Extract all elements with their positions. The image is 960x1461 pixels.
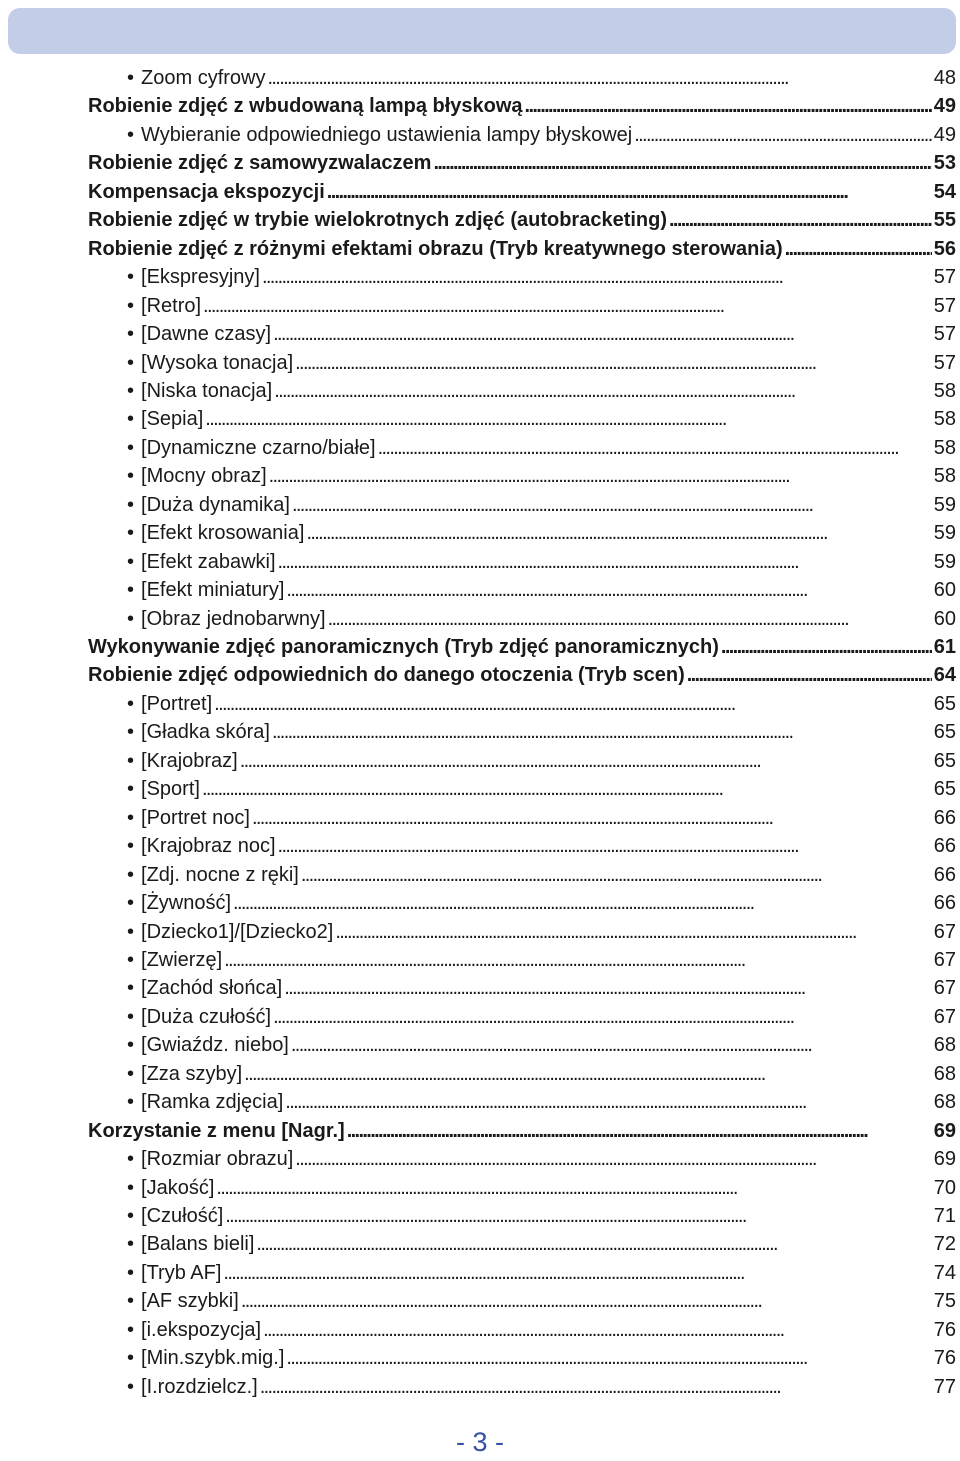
toc-row	[0, 178, 960, 206]
dot-leader	[347, 1117, 932, 1145]
dot-leader	[327, 178, 932, 206]
dot-leader	[378, 434, 932, 462]
toc-title: [I.rozdzielcz.]	[141, 1375, 258, 1398]
bullet-icon: •	[127, 721, 135, 744]
toc-title: [i.ekspozycja]	[141, 1318, 262, 1341]
dot-leader	[272, 718, 932, 746]
bullet-icon: •	[127, 749, 135, 772]
toc-entry-subsection[interactable]	[127, 775, 956, 803]
toc-page-number: 60	[933, 607, 956, 630]
toc-row	[0, 633, 960, 661]
toc-row	[0, 718, 960, 746]
toc-row	[0, 1145, 960, 1173]
toc-row	[0, 320, 960, 348]
toc-title: Korzystanie z menu [Nagr.]	[88, 1119, 345, 1142]
toc-page-number: 67	[933, 948, 956, 971]
toc-entry-subsection[interactable]	[127, 918, 956, 946]
toc-row	[0, 775, 960, 803]
toc-page-number: 76	[933, 1318, 956, 1341]
toc-title: [Ekspresyjny]	[141, 266, 260, 289]
bullet-icon: •	[127, 1005, 135, 1028]
dot-leader	[267, 64, 931, 92]
toc-page-number: 57	[933, 266, 956, 289]
toc-row	[0, 349, 960, 377]
toc-entry-subsection[interactable]	[127, 1145, 956, 1173]
toc-title: [Zachód słońca]	[141, 977, 283, 1000]
toc-page-number: 67	[933, 977, 956, 1000]
toc-entry-subsection[interactable]	[127, 548, 956, 576]
dot-leader	[274, 377, 932, 405]
toc-page-number: 65	[933, 721, 956, 744]
toc-row	[0, 1060, 960, 1088]
dot-leader	[260, 1373, 932, 1401]
toc-title: [Krajobraz noc]	[141, 835, 276, 858]
toc-row	[0, 377, 960, 405]
bullet-icon: •	[127, 692, 135, 715]
toc-page-number: 59	[933, 493, 956, 516]
toc-entry-subsection[interactable]	[127, 320, 956, 348]
toc-row	[0, 149, 960, 177]
toc-page-number: 54	[933, 180, 956, 203]
toc-title: [AF szybki]	[141, 1290, 239, 1313]
toc-row	[0, 1088, 960, 1116]
dot-leader	[286, 576, 931, 604]
bullet-icon: •	[127, 1347, 135, 1370]
toc-page-number: 59	[933, 522, 956, 545]
dot-leader	[285, 1088, 931, 1116]
bullet-icon: •	[127, 1176, 135, 1199]
toc-entry-subsection[interactable]	[127, 405, 956, 433]
bullet-icon: •	[127, 1375, 135, 1398]
toc-row	[0, 1202, 960, 1230]
bullet-icon: •	[127, 1148, 135, 1171]
dot-leader	[225, 1202, 931, 1230]
toc-row	[0, 1316, 960, 1344]
bullet-icon: •	[127, 323, 135, 346]
bullet-icon: •	[127, 351, 135, 374]
bullet-icon: •	[127, 1261, 135, 1284]
toc-row	[0, 206, 960, 234]
toc-title: [Mocny obraz]	[141, 465, 267, 488]
dot-leader	[202, 775, 932, 803]
toc-row	[0, 946, 960, 974]
toc-page-number: 57	[933, 323, 956, 346]
bullet-icon: •	[127, 436, 135, 459]
toc-entry-subsection[interactable]	[127, 861, 956, 889]
toc-page-number: 66	[933, 892, 956, 915]
toc-page-number: 65	[933, 778, 956, 801]
toc-title: [Zza szyby]	[141, 1062, 243, 1085]
toc-title: [Zwierzę]	[141, 948, 223, 971]
toc-title: Robienie zdjęć z różnymi efektami obrazu (Tryb kreatywnego sterowania)	[88, 237, 783, 260]
toc-title: [Dziecko1]/[Dziecko2]	[141, 920, 334, 943]
toc-page-number: 65	[933, 692, 956, 715]
dot-leader	[203, 292, 932, 320]
toc-row	[0, 1373, 960, 1401]
toc-title: Kompensacja ekspozycji	[88, 180, 325, 203]
toc-title: [Jakość]	[141, 1176, 215, 1199]
toc-row	[0, 889, 960, 917]
toc-title: [Wysoka tonacja]	[141, 351, 294, 374]
toc-entry-subsection[interactable]	[127, 377, 956, 405]
toc-entry-subsection[interactable]	[127, 1373, 956, 1401]
toc-title: [Czułość]	[141, 1205, 224, 1227]
toc-row	[0, 548, 960, 576]
dot-leader	[328, 605, 932, 633]
bullet-icon: •	[127, 379, 135, 402]
dot-leader	[224, 946, 932, 974]
bullet-icon: •	[127, 294, 135, 317]
bullet-icon: •	[127, 1233, 135, 1256]
toc-page-number: 68	[933, 1091, 956, 1114]
toc-page-number: 49	[933, 123, 956, 146]
toc-entry-subsection[interactable]	[127, 889, 956, 917]
toc-entry-section[interactable]	[88, 206, 956, 234]
toc-row	[0, 804, 960, 832]
toc-title: Robienie zdjęć z samowyzwalaczem	[88, 152, 432, 175]
bullet-icon: •	[127, 806, 135, 829]
toc-page-number: 48	[933, 67, 956, 89]
toc-page-number: 61	[933, 636, 956, 658]
toc-page-number: 66	[933, 863, 956, 886]
toc-title: Zoom cyfrowy	[141, 67, 266, 89]
toc-entry-subsection[interactable]	[127, 718, 956, 746]
bullet-icon: •	[127, 266, 135, 289]
bullet-icon: •	[127, 835, 135, 858]
bullet-icon: •	[127, 408, 135, 431]
toc-entry-section[interactable]	[88, 633, 956, 661]
bullet-icon: •	[127, 67, 135, 89]
dot-leader	[669, 206, 932, 234]
toc-entry-subsection[interactable]	[127, 605, 956, 633]
bullet-icon: •	[127, 920, 135, 943]
toc-row	[0, 1117, 960, 1145]
bullet-icon: •	[127, 1034, 135, 1057]
toc-entry-section[interactable]	[88, 149, 956, 177]
toc-entry-subsection[interactable]	[127, 434, 956, 462]
toc-row	[0, 64, 960, 92]
bullet-icon: •	[127, 493, 135, 516]
toc-title: [Duża czułość]	[141, 1005, 272, 1028]
toc-row	[0, 1031, 960, 1059]
toc-page-number: 53	[933, 152, 956, 175]
toc-page-number: 66	[933, 806, 956, 829]
toc-entry-subsection[interactable]	[127, 462, 956, 490]
toc-page-number: 49	[933, 95, 956, 118]
dot-leader	[284, 974, 932, 1002]
toc-row	[0, 519, 960, 547]
toc-page-number: 70	[933, 1176, 956, 1199]
dot-leader	[295, 1145, 931, 1173]
bullet-icon: •	[127, 607, 135, 630]
toc-page-number: 69	[933, 1148, 956, 1171]
bullet-icon: •	[127, 1062, 135, 1085]
toc-entry-subsection[interactable]	[127, 946, 956, 974]
toc-row	[0, 121, 960, 149]
toc-entry-subsection[interactable]	[127, 576, 956, 604]
toc-title: Wykonywanie zdjęć panoramicznych (Tryb zdjęć panoramicznych)	[88, 636, 719, 658]
toc-entry-subsection[interactable]	[127, 690, 956, 718]
toc-title: [Efekt zabawki]	[141, 550, 276, 573]
header-band	[8, 8, 956, 54]
dot-leader	[292, 491, 932, 519]
toc-page-number: 66	[933, 835, 956, 858]
toc-title: [Portret noc]	[141, 806, 250, 829]
toc-page-number: 57	[933, 351, 956, 374]
toc-entry-subsection[interactable]	[127, 121, 956, 149]
bullet-icon: •	[127, 778, 135, 801]
toc-page-number: 60	[933, 579, 956, 602]
dot-leader	[273, 1003, 932, 1031]
toc-entry-subsection[interactable]	[127, 974, 956, 1002]
dot-leader	[223, 1259, 931, 1287]
bullet-icon: •	[127, 892, 135, 915]
dot-leader	[721, 633, 932, 661]
toc-page-number: 69	[933, 1119, 956, 1142]
toc-title: [Dawne czasy]	[141, 323, 272, 346]
dot-leader	[785, 235, 932, 263]
toc-row	[0, 974, 960, 1002]
toc-row	[0, 1344, 960, 1372]
bullet-icon: •	[127, 123, 135, 146]
dot-leader	[262, 263, 932, 291]
bullet-icon: •	[127, 522, 135, 545]
toc-entry-subsection[interactable]	[127, 1174, 956, 1202]
toc-entry-section[interactable]	[88, 178, 956, 206]
toc-entry-section[interactable]	[88, 661, 956, 689]
dot-leader	[233, 889, 932, 917]
toc-row	[0, 1174, 960, 1202]
dot-leader	[278, 548, 932, 576]
dot-leader	[269, 462, 932, 490]
bullet-icon: •	[127, 977, 135, 1000]
toc-row	[0, 462, 960, 490]
toc-title: [Obraz jednobarwny]	[141, 607, 326, 630]
toc-entry-subsection[interactable]	[127, 519, 956, 547]
toc-entry-subsection[interactable]	[127, 1088, 956, 1116]
bullet-icon: •	[127, 1205, 135, 1227]
toc-title: Robienie zdjęć odpowiednich do danego otoczenia (Tryb scen)	[88, 664, 685, 687]
toc-entry-subsection[interactable]	[127, 491, 956, 519]
bullet-icon: •	[127, 863, 135, 886]
toc-page-number: 67	[933, 1005, 956, 1028]
toc-entry-subsection[interactable]	[127, 349, 956, 377]
toc-entry-subsection[interactable]	[127, 1316, 956, 1344]
toc-page-number: 58	[933, 408, 956, 431]
toc-page-number: 68	[933, 1034, 956, 1057]
toc-title: [Sepia]	[141, 408, 204, 431]
toc-row	[0, 576, 960, 604]
dot-leader	[295, 349, 932, 377]
dot-leader	[244, 1060, 932, 1088]
toc-row	[0, 861, 960, 889]
toc-page-number: 58	[933, 465, 956, 488]
dot-leader	[286, 1344, 931, 1372]
bullet-icon: •	[127, 579, 135, 602]
toc-entry-subsection[interactable]	[127, 292, 956, 320]
bullet-icon: •	[127, 1290, 135, 1313]
toc-page-number: 72	[933, 1233, 956, 1256]
toc-page-number: 65	[933, 749, 956, 772]
toc-title: [Min.szybk.mig.]	[141, 1347, 285, 1370]
toc-entry-subsection[interactable]	[127, 1202, 956, 1230]
toc-title: [Duża dynamika]	[141, 493, 290, 516]
toc-row	[0, 832, 960, 860]
toc-page-number: 58	[933, 436, 956, 459]
dot-leader	[241, 1287, 932, 1315]
dot-leader	[252, 804, 932, 832]
toc-entry-subsection[interactable]	[127, 832, 956, 860]
toc-page-number: 55	[933, 209, 956, 232]
page-number: - 3 -	[455, 1427, 504, 1457]
toc-row	[0, 263, 960, 291]
dot-leader	[256, 1230, 931, 1258]
bullet-icon: •	[127, 1318, 135, 1341]
toc-title: [Dynamiczne czarno/białe]	[141, 436, 376, 459]
toc-title: [Efekt miniatury]	[141, 579, 285, 602]
toc-entry-subsection[interactable]	[127, 64, 956, 92]
dot-leader	[205, 405, 931, 433]
dot-leader	[263, 1316, 932, 1344]
toc-page-number: 64	[933, 664, 956, 687]
toc-entry-section[interactable]	[88, 235, 956, 263]
toc-entry-subsection[interactable]	[127, 1259, 956, 1287]
toc-entry-subsection[interactable]	[127, 1031, 956, 1059]
dot-leader	[291, 1031, 932, 1059]
toc-entry-subsection[interactable]	[127, 263, 956, 291]
toc-row	[0, 235, 960, 263]
toc-title: Robienie zdjęć w trybie wielokrotnych zdjęć (autobracketing)	[88, 209, 668, 232]
toc-title: [Gwiaźdz. niebo]	[141, 1034, 289, 1057]
bullet-icon: •	[127, 1091, 135, 1114]
toc-title: [Zdj. nocne z ręki]	[141, 863, 299, 886]
toc-title: Wybieranie odpowiedniego ustawienia lampy błyskowej	[141, 123, 633, 146]
bullet-icon: •	[127, 465, 135, 488]
dot-leader	[335, 918, 931, 946]
toc-row	[0, 1003, 960, 1031]
toc-title: [Tryb AF]	[141, 1261, 222, 1284]
toc-row	[0, 605, 960, 633]
toc-entry-subsection[interactable]	[127, 804, 956, 832]
toc-title: [Portret]	[141, 692, 213, 715]
toc-row	[0, 1287, 960, 1315]
toc-entry-subsection[interactable]	[127, 1060, 956, 1088]
toc-row	[0, 661, 960, 689]
dot-leader	[216, 1174, 931, 1202]
dot-leader	[214, 690, 932, 718]
toc-title: [Balans bieli]	[141, 1233, 255, 1256]
toc-entry-subsection[interactable]	[127, 1344, 956, 1372]
toc-row	[0, 918, 960, 946]
toc-row	[0, 405, 960, 433]
toc-title: [Retro]	[141, 294, 202, 317]
toc-page-number: 59	[933, 550, 956, 573]
toc-row	[0, 1259, 960, 1287]
toc-entry-subsection[interactable]	[127, 1287, 956, 1315]
toc-page-number: 71	[933, 1205, 956, 1227]
toc-entry-subsection[interactable]	[127, 747, 956, 775]
toc-title: [Żywność]	[141, 892, 232, 915]
dot-leader	[273, 320, 932, 348]
dot-leader	[240, 747, 932, 775]
toc-entry-section[interactable]	[88, 92, 956, 120]
dot-leader	[306, 519, 931, 547]
dot-leader	[634, 121, 932, 149]
toc-entry-subsection[interactable]	[127, 1003, 956, 1031]
dot-leader	[433, 149, 931, 177]
toc-title: [Gładka skóra]	[141, 721, 270, 744]
toc-page-number: 76	[933, 1347, 956, 1370]
toc-entry-section[interactable]	[88, 1117, 956, 1145]
toc-page-number: 74	[933, 1261, 956, 1284]
toc-title: [Efekt krosowania]	[141, 522, 305, 545]
toc-title: [Niska tonacja]	[141, 379, 273, 402]
toc-row	[0, 292, 960, 320]
toc-page-number: 56	[933, 237, 956, 260]
bullet-icon: •	[127, 948, 135, 971]
toc-row	[0, 434, 960, 462]
toc-row	[0, 747, 960, 775]
toc-row	[0, 92, 960, 120]
toc-title: Robienie zdjęć z wbudowaną lampą błyskową	[88, 95, 523, 118]
dot-leader	[278, 832, 932, 860]
toc-entry-subsection[interactable]	[127, 1230, 956, 1258]
toc-row	[0, 491, 960, 519]
toc-page-number: 68	[933, 1062, 956, 1085]
toc-row	[0, 690, 960, 718]
dot-leader	[301, 861, 932, 889]
toc-title: [Krajobraz]	[141, 749, 238, 772]
dot-leader	[687, 661, 932, 689]
toc-title: [Rozmiar obrazu]	[141, 1148, 294, 1171]
toc-page-number: 77	[933, 1375, 956, 1398]
toc-page-number: 58	[933, 379, 956, 402]
bullet-icon: •	[127, 550, 135, 573]
toc-row	[0, 1230, 960, 1258]
toc-title: [Sport]	[141, 778, 200, 801]
toc-page-number: 75	[933, 1290, 956, 1313]
toc-title: [Ramka zdjęcia]	[141, 1091, 284, 1114]
toc-page-number: 67	[933, 920, 956, 943]
toc-page-number: 57	[933, 294, 956, 317]
dot-leader	[525, 92, 932, 120]
